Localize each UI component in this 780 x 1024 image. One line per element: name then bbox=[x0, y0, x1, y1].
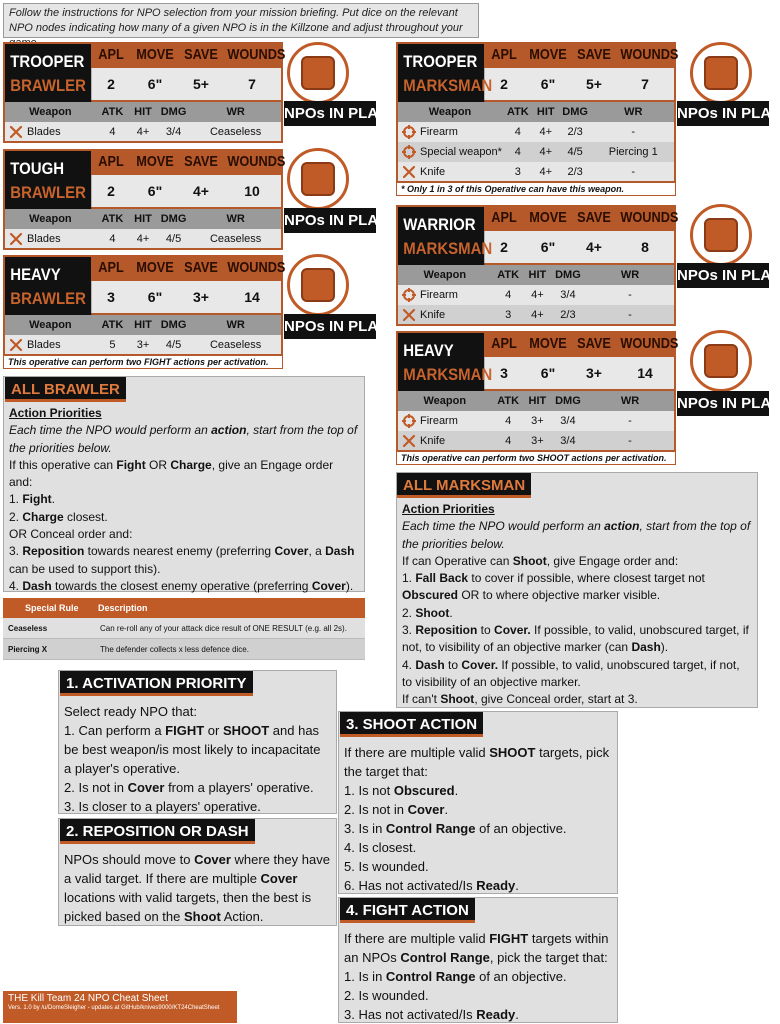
npo-dice-node[interactable] bbox=[690, 204, 752, 266]
weapon-wr: - bbox=[593, 162, 676, 182]
stat-header-move: MOVE bbox=[529, 335, 567, 352]
stat-header-save: SAVE bbox=[577, 209, 611, 226]
all-marksman-lines: Each time the NPO would perform an action, start from the top of the priorities below. If can Operative can Shoot, give Engage order and: 1. Fall Back to cover if possible, where closest target not Obscured OR to where objective marker visible. 2. Shoot. 3. Reposition to Cover. If possible, to valid, unobscured target, if not, to visibility of an objective marker (can Dash). 4. Dash to Cover. If possible, to valid, unobscured target, if not, to visibility of an objective marker. If can't Shoot, give Conceal order, start at 3. bbox=[402, 519, 751, 707]
weapon-row bbox=[397, 431, 675, 451]
weapon-header-hit: HIT bbox=[129, 209, 157, 229]
weapon-row bbox=[397, 142, 675, 162]
weapons-table bbox=[3, 315, 283, 356]
stat-value-move: 6" bbox=[147, 76, 163, 92]
stat-block bbox=[3, 255, 286, 315]
weapon-header-atk: ATK bbox=[96, 102, 129, 122]
weapon-header-weapon: Weapon bbox=[4, 102, 96, 122]
fight-lines: If there are multiple valid FIGHT targets within an NPOs Control Range, pick the target that: 1. Is in Control Range of an objective. 2. Is wounded. 3. Has not activated/Is Ready. bbox=[344, 931, 609, 1022]
weapon-header-atk: ATK bbox=[502, 102, 534, 122]
operative-card-tough-brawler bbox=[3, 149, 286, 250]
shoot-lines: If there are multiple valid SHOOT targets, pick the target that: 1. Is not Obscured. 2. Is not in Cover. 3. Is in Control Range of an objective. 4. Is closest. 5. Is wounded. 6. Has not activated/Is Ready. bbox=[344, 745, 610, 893]
weapon-atk: 4 bbox=[502, 142, 534, 162]
weapon-name: Firearm bbox=[420, 125, 458, 138]
stat-header-save: SAVE bbox=[577, 46, 611, 63]
weapon-header-weapon: Weapon bbox=[4, 315, 96, 335]
shoot-panel bbox=[338, 711, 618, 894]
stat-value-move: 6" bbox=[147, 289, 163, 305]
intro-text: Follow the instructions for NPO selection from your mission briefing. Put dice on the relevant NPO nodes indicating how many of a given NPO is in the Killzone and adjust throughout your bbox=[3, 3, 479, 38]
rule-name: Piercing X bbox=[8, 645, 48, 654]
shoot-title: 3. SHOOT ACTION bbox=[340, 712, 483, 737]
stat-value-apl: 3 bbox=[500, 365, 508, 381]
weapon-dmg: 4/5 bbox=[157, 335, 190, 355]
weapon-dmg: 3/4 bbox=[550, 285, 586, 305]
weapon-header-wr: WR bbox=[586, 265, 675, 285]
weapon-wr: Ceaseless bbox=[190, 122, 282, 142]
weapon-header-wr: WR bbox=[593, 102, 676, 122]
weapon-header-wr: WR bbox=[190, 209, 282, 229]
rule-desc: The defender collects x less defence dice. bbox=[100, 645, 249, 654]
weapon-header-hit: HIT bbox=[525, 391, 550, 411]
all-brawler-panel bbox=[3, 376, 365, 592]
weapon-name: Firearm bbox=[420, 288, 458, 301]
special-rules-table bbox=[3, 598, 365, 660]
weapon-wr: - bbox=[586, 411, 675, 431]
special-rule-row bbox=[3, 618, 365, 639]
operative-card-trooper-brawler bbox=[3, 42, 286, 143]
stat-header-move: MOVE bbox=[136, 153, 174, 170]
special-rule-header: Special Rule bbox=[25, 603, 79, 613]
weapon-header-wr: WR bbox=[190, 315, 282, 335]
npo-dice-node[interactable] bbox=[287, 42, 349, 104]
operative-note: This operative can perform two FIGHT actions per activation. bbox=[3, 356, 283, 369]
weapon-header-atk: ATK bbox=[492, 391, 525, 411]
stat-value-save: 5+ bbox=[586, 76, 602, 92]
stat-block bbox=[3, 149, 286, 209]
stat-value-move: 6" bbox=[540, 365, 556, 381]
stat-value-apl: 2 bbox=[107, 183, 115, 199]
weapon-hit: 3+ bbox=[129, 335, 157, 355]
stat-header-wounds: WOUNDS bbox=[227, 153, 286, 170]
stat-value-wounds: 10 bbox=[244, 183, 260, 199]
stat-value-move: 6" bbox=[147, 183, 163, 199]
stat-header-apl: APL bbox=[491, 335, 517, 352]
weapon-hit: 4+ bbox=[129, 122, 157, 142]
weapon-dmg: 4/5 bbox=[157, 229, 190, 249]
dice-square-icon bbox=[704, 344, 738, 378]
stat-value-apl: 2 bbox=[107, 76, 115, 92]
weapon-header-dmg: DMG bbox=[157, 315, 190, 335]
npos-in-play-label: NPOs IN PLAY bbox=[284, 314, 376, 339]
dice-square-icon bbox=[704, 218, 738, 252]
weapon-hit: 4+ bbox=[534, 162, 558, 182]
stat-value-wounds: 14 bbox=[244, 289, 260, 305]
crosshair-icon bbox=[402, 145, 416, 159]
stat-header-save: SAVE bbox=[577, 335, 611, 352]
weapon-header-dmg: DMG bbox=[157, 209, 190, 229]
weapons-table bbox=[396, 102, 676, 183]
cross-blades-icon bbox=[402, 165, 416, 179]
weapon-name: Knife bbox=[420, 434, 446, 447]
weapon-header-dmg: DMG bbox=[558, 102, 593, 122]
npo-dice-node[interactable] bbox=[287, 148, 349, 210]
weapon-row bbox=[4, 229, 282, 249]
weapon-hit: 4+ bbox=[525, 305, 550, 325]
weapon-atk: 4 bbox=[492, 431, 525, 451]
dice-square-icon bbox=[704, 56, 738, 90]
weapon-hit: 4+ bbox=[534, 142, 558, 162]
all-brawler-lines: Each time the NPO would perform an action, start from the top of the priorities below. If this operative can Fight OR Charge, give an Engage order and: 1. Fight. 2. Charge closest. OR Conceal order and: 3. Reposition towards nearest enemy (preferring Cover, a Dash can be used to support this). 4. Dash towards the closest enemy operative (preferring Cover). bbox=[9, 423, 358, 593]
stat-block bbox=[396, 205, 679, 265]
npos-in-play-label: NPOs IN PLAY bbox=[677, 391, 769, 416]
stat-header-save: SAVE bbox=[184, 259, 218, 276]
cross-blades-icon bbox=[9, 125, 23, 139]
npos-in-play-label: NPOs IN PLAY bbox=[677, 263, 769, 288]
weapon-dmg: 2/3 bbox=[558, 122, 593, 142]
cross-blades-icon bbox=[402, 434, 416, 448]
weapon-hit: 4+ bbox=[129, 229, 157, 249]
weapon-name: Knife bbox=[420, 165, 446, 178]
npo-dice-node[interactable] bbox=[287, 254, 349, 316]
npos-in-play-label: NPOs IN PLAY bbox=[284, 101, 376, 126]
weapon-row bbox=[397, 305, 675, 325]
npos-in-play-label: NPOs IN PLAY bbox=[284, 208, 376, 233]
rule-desc: Can re-roll any of your attack dice result of ONE RESULT (e.g. all 2s). bbox=[100, 624, 347, 633]
footer bbox=[3, 991, 237, 1023]
stat-value-wounds: 8 bbox=[641, 239, 649, 255]
operative-note: * Only 1 in 3 of this Operative can have this weapon. bbox=[396, 183, 676, 196]
weapon-header-dmg: DMG bbox=[550, 265, 586, 285]
all-marksman-subtitle: Action Priorities bbox=[402, 502, 495, 516]
weapon-header-dmg: DMG bbox=[157, 102, 190, 122]
weapon-atk: 4 bbox=[502, 122, 534, 142]
operative-card-trooper-marksman bbox=[396, 42, 679, 196]
operative-name: HEAVY BRAWLER bbox=[5, 257, 91, 315]
stat-block bbox=[3, 42, 286, 102]
weapon-header-hit: HIT bbox=[534, 102, 558, 122]
stat-header-apl: APL bbox=[98, 153, 124, 170]
weapon-atk: 4 bbox=[492, 285, 525, 305]
weapon-wr: - bbox=[586, 431, 675, 451]
weapon-header-wr: WR bbox=[586, 391, 675, 411]
npo-dice-node[interactable] bbox=[690, 42, 752, 104]
activation-lines: Select ready NPO that: 1. Can perform a FIGHT or SHOOT and has be best weapon/is most likely to incapacitate a player's operative. 2. Is not in Cover from a players' operative. 3. Is closer to a players' operative. bbox=[64, 704, 321, 814]
stat-header-apl: APL bbox=[98, 46, 124, 63]
description-header: Description bbox=[98, 603, 148, 613]
stat-header-wounds: WOUNDS bbox=[620, 209, 679, 226]
stat-header-move: MOVE bbox=[529, 209, 567, 226]
stat-header-move: MOVE bbox=[136, 46, 174, 63]
stat-header-move: MOVE bbox=[529, 46, 567, 63]
stat-value-wounds: 7 bbox=[248, 76, 256, 92]
stat-header-wounds: WOUNDS bbox=[227, 46, 286, 63]
weapon-wr: - bbox=[586, 285, 675, 305]
weapon-dmg: 3/4 bbox=[550, 431, 586, 451]
stat-header-move: MOVE bbox=[136, 259, 174, 276]
weapon-row bbox=[397, 411, 675, 431]
weapon-header-hit: HIT bbox=[525, 265, 550, 285]
operative-name: HEAVY MARKSMAN bbox=[398, 333, 484, 391]
operative-card-heavy-marksman bbox=[396, 331, 679, 465]
footer-title: THE Kill Team 24 NPO Cheat Sheet bbox=[8, 993, 168, 1004]
stat-value-save: 4+ bbox=[586, 239, 602, 255]
weapon-name: Knife bbox=[420, 308, 446, 321]
weapon-atk: 3 bbox=[502, 162, 534, 182]
weapon-wr: Piercing 1 bbox=[593, 142, 676, 162]
fight-title: 4. FIGHT ACTION bbox=[340, 898, 475, 923]
operative-name: TOUGH BRAWLER bbox=[5, 151, 91, 209]
dice-square-icon bbox=[301, 162, 335, 196]
cross-blades-icon bbox=[9, 232, 23, 246]
weapons-table bbox=[3, 102, 283, 143]
activation-title: 1. ACTIVATION PRIORITY bbox=[60, 671, 253, 696]
weapon-atk: 3 bbox=[492, 305, 525, 325]
npos-in-play-label: NPOs IN PLAY bbox=[677, 101, 769, 126]
stat-value-apl: 2 bbox=[500, 76, 508, 92]
stat-header-wounds: WOUNDS bbox=[227, 259, 286, 276]
weapon-header-atk: ATK bbox=[492, 265, 525, 285]
cross-blades-icon bbox=[9, 338, 23, 352]
stat-value-move: 6" bbox=[540, 76, 556, 92]
dice-square-icon bbox=[301, 56, 335, 90]
stat-header-apl: APL bbox=[98, 259, 124, 276]
rule-name: Ceaseless bbox=[8, 624, 48, 633]
weapon-header-hit: HIT bbox=[129, 102, 157, 122]
stat-block bbox=[396, 331, 679, 391]
weapon-dmg: 2/3 bbox=[558, 162, 593, 182]
weapon-hit: 4+ bbox=[534, 122, 558, 142]
weapon-header-dmg: DMG bbox=[550, 391, 586, 411]
stat-header-save: SAVE bbox=[184, 46, 218, 63]
stat-block bbox=[396, 42, 679, 102]
weapon-wr: - bbox=[593, 122, 676, 142]
weapon-atk: 4 bbox=[96, 229, 129, 249]
weapon-row bbox=[397, 162, 675, 182]
weapon-row bbox=[4, 122, 282, 142]
operative-card-warrior-marksman bbox=[396, 205, 679, 326]
weapon-name: Blades bbox=[27, 338, 61, 351]
stat-value-wounds: 14 bbox=[637, 365, 653, 381]
weapon-dmg: 4/5 bbox=[558, 142, 593, 162]
weapon-hit: 3+ bbox=[525, 411, 550, 431]
operative-name: WARRIOR MARKSMAN bbox=[398, 207, 484, 265]
stat-header-wounds: WOUNDS bbox=[620, 335, 679, 352]
crosshair-icon bbox=[402, 125, 416, 139]
weapon-header-wr: WR bbox=[190, 102, 282, 122]
all-brawler-subtitle: Action Priorities bbox=[9, 406, 102, 420]
weapons-table bbox=[3, 209, 283, 250]
operative-name: TROOPER BRAWLER bbox=[5, 44, 91, 102]
weapon-header-hit: HIT bbox=[129, 315, 157, 335]
weapon-row bbox=[397, 285, 675, 305]
weapon-header-weapon: Weapon bbox=[397, 391, 492, 411]
crosshair-icon bbox=[402, 414, 416, 428]
weapon-name: Blades bbox=[27, 232, 61, 245]
weapon-name: Special weapon* bbox=[420, 145, 502, 158]
stat-value-save: 3+ bbox=[586, 365, 602, 381]
reposition-lines: NPOs should move to Cover where they have a valid target. If there are multiple Cover locations with valid targets, then the best is picked based on the Shoot Action. bbox=[64, 852, 330, 924]
weapon-hit: 3+ bbox=[525, 431, 550, 451]
stat-value-apl: 3 bbox=[107, 289, 115, 305]
weapon-header-weapon: Weapon bbox=[397, 102, 502, 122]
weapon-name: Blades bbox=[27, 125, 61, 138]
weapon-header-weapon: Weapon bbox=[397, 265, 492, 285]
weapon-name: Firearm bbox=[420, 414, 458, 427]
weapon-atk: 5 bbox=[96, 335, 129, 355]
operative-card-heavy-brawler bbox=[3, 255, 286, 369]
cross-blades-icon bbox=[402, 308, 416, 322]
weapon-header-atk: ATK bbox=[96, 315, 129, 335]
stat-header-apl: APL bbox=[491, 209, 517, 226]
operative-note: This operative can perform two SHOOT actions per activation. bbox=[396, 452, 676, 465]
weapon-dmg: 2/3 bbox=[550, 305, 586, 325]
weapon-atk: 4 bbox=[492, 411, 525, 431]
stat-value-save: 4+ bbox=[193, 183, 209, 199]
weapon-header-weapon: Weapon bbox=[4, 209, 96, 229]
weapon-wr: Ceaseless bbox=[190, 335, 282, 355]
reposition-title: 2. REPOSITION OR DASH bbox=[60, 819, 255, 844]
stat-value-wounds: 7 bbox=[641, 76, 649, 92]
all-brawler-title: ALL BRAWLER bbox=[5, 377, 126, 402]
weapons-table bbox=[396, 265, 676, 326]
operative-name: TROOPER MARKSMAN bbox=[398, 44, 484, 102]
weapon-row bbox=[397, 122, 675, 142]
weapon-wr: - bbox=[586, 305, 675, 325]
weapon-atk: 4 bbox=[96, 122, 129, 142]
stat-header-apl: APL bbox=[491, 46, 517, 63]
weapon-header-atk: ATK bbox=[96, 209, 129, 229]
weapon-dmg: 3/4 bbox=[157, 122, 190, 142]
stat-header-wounds: WOUNDS bbox=[620, 46, 679, 63]
stat-header-save: SAVE bbox=[184, 153, 218, 170]
npo-dice-node[interactable] bbox=[690, 330, 752, 392]
stat-value-save: 5+ bbox=[193, 76, 209, 92]
stat-value-move: 6" bbox=[540, 239, 556, 255]
all-marksman-panel bbox=[396, 472, 758, 708]
stat-value-apl: 2 bbox=[500, 239, 508, 255]
dice-square-icon bbox=[301, 268, 335, 302]
footer-subtitle: Vers. 1.0 by /u/DomeSleigher - updates at GitHub/knives9000/KT24CheatSheet bbox=[8, 1005, 220, 1011]
weapons-table bbox=[396, 391, 676, 452]
special-rule-row bbox=[3, 639, 365, 660]
weapon-dmg: 3/4 bbox=[550, 411, 586, 431]
weapon-hit: 4+ bbox=[525, 285, 550, 305]
all-marksman-title: ALL MARKSMAN bbox=[397, 473, 531, 498]
stat-value-save: 3+ bbox=[193, 289, 209, 305]
weapon-row bbox=[4, 335, 282, 355]
crosshair-icon bbox=[402, 288, 416, 302]
weapon-wr: Ceaseless bbox=[190, 229, 282, 249]
